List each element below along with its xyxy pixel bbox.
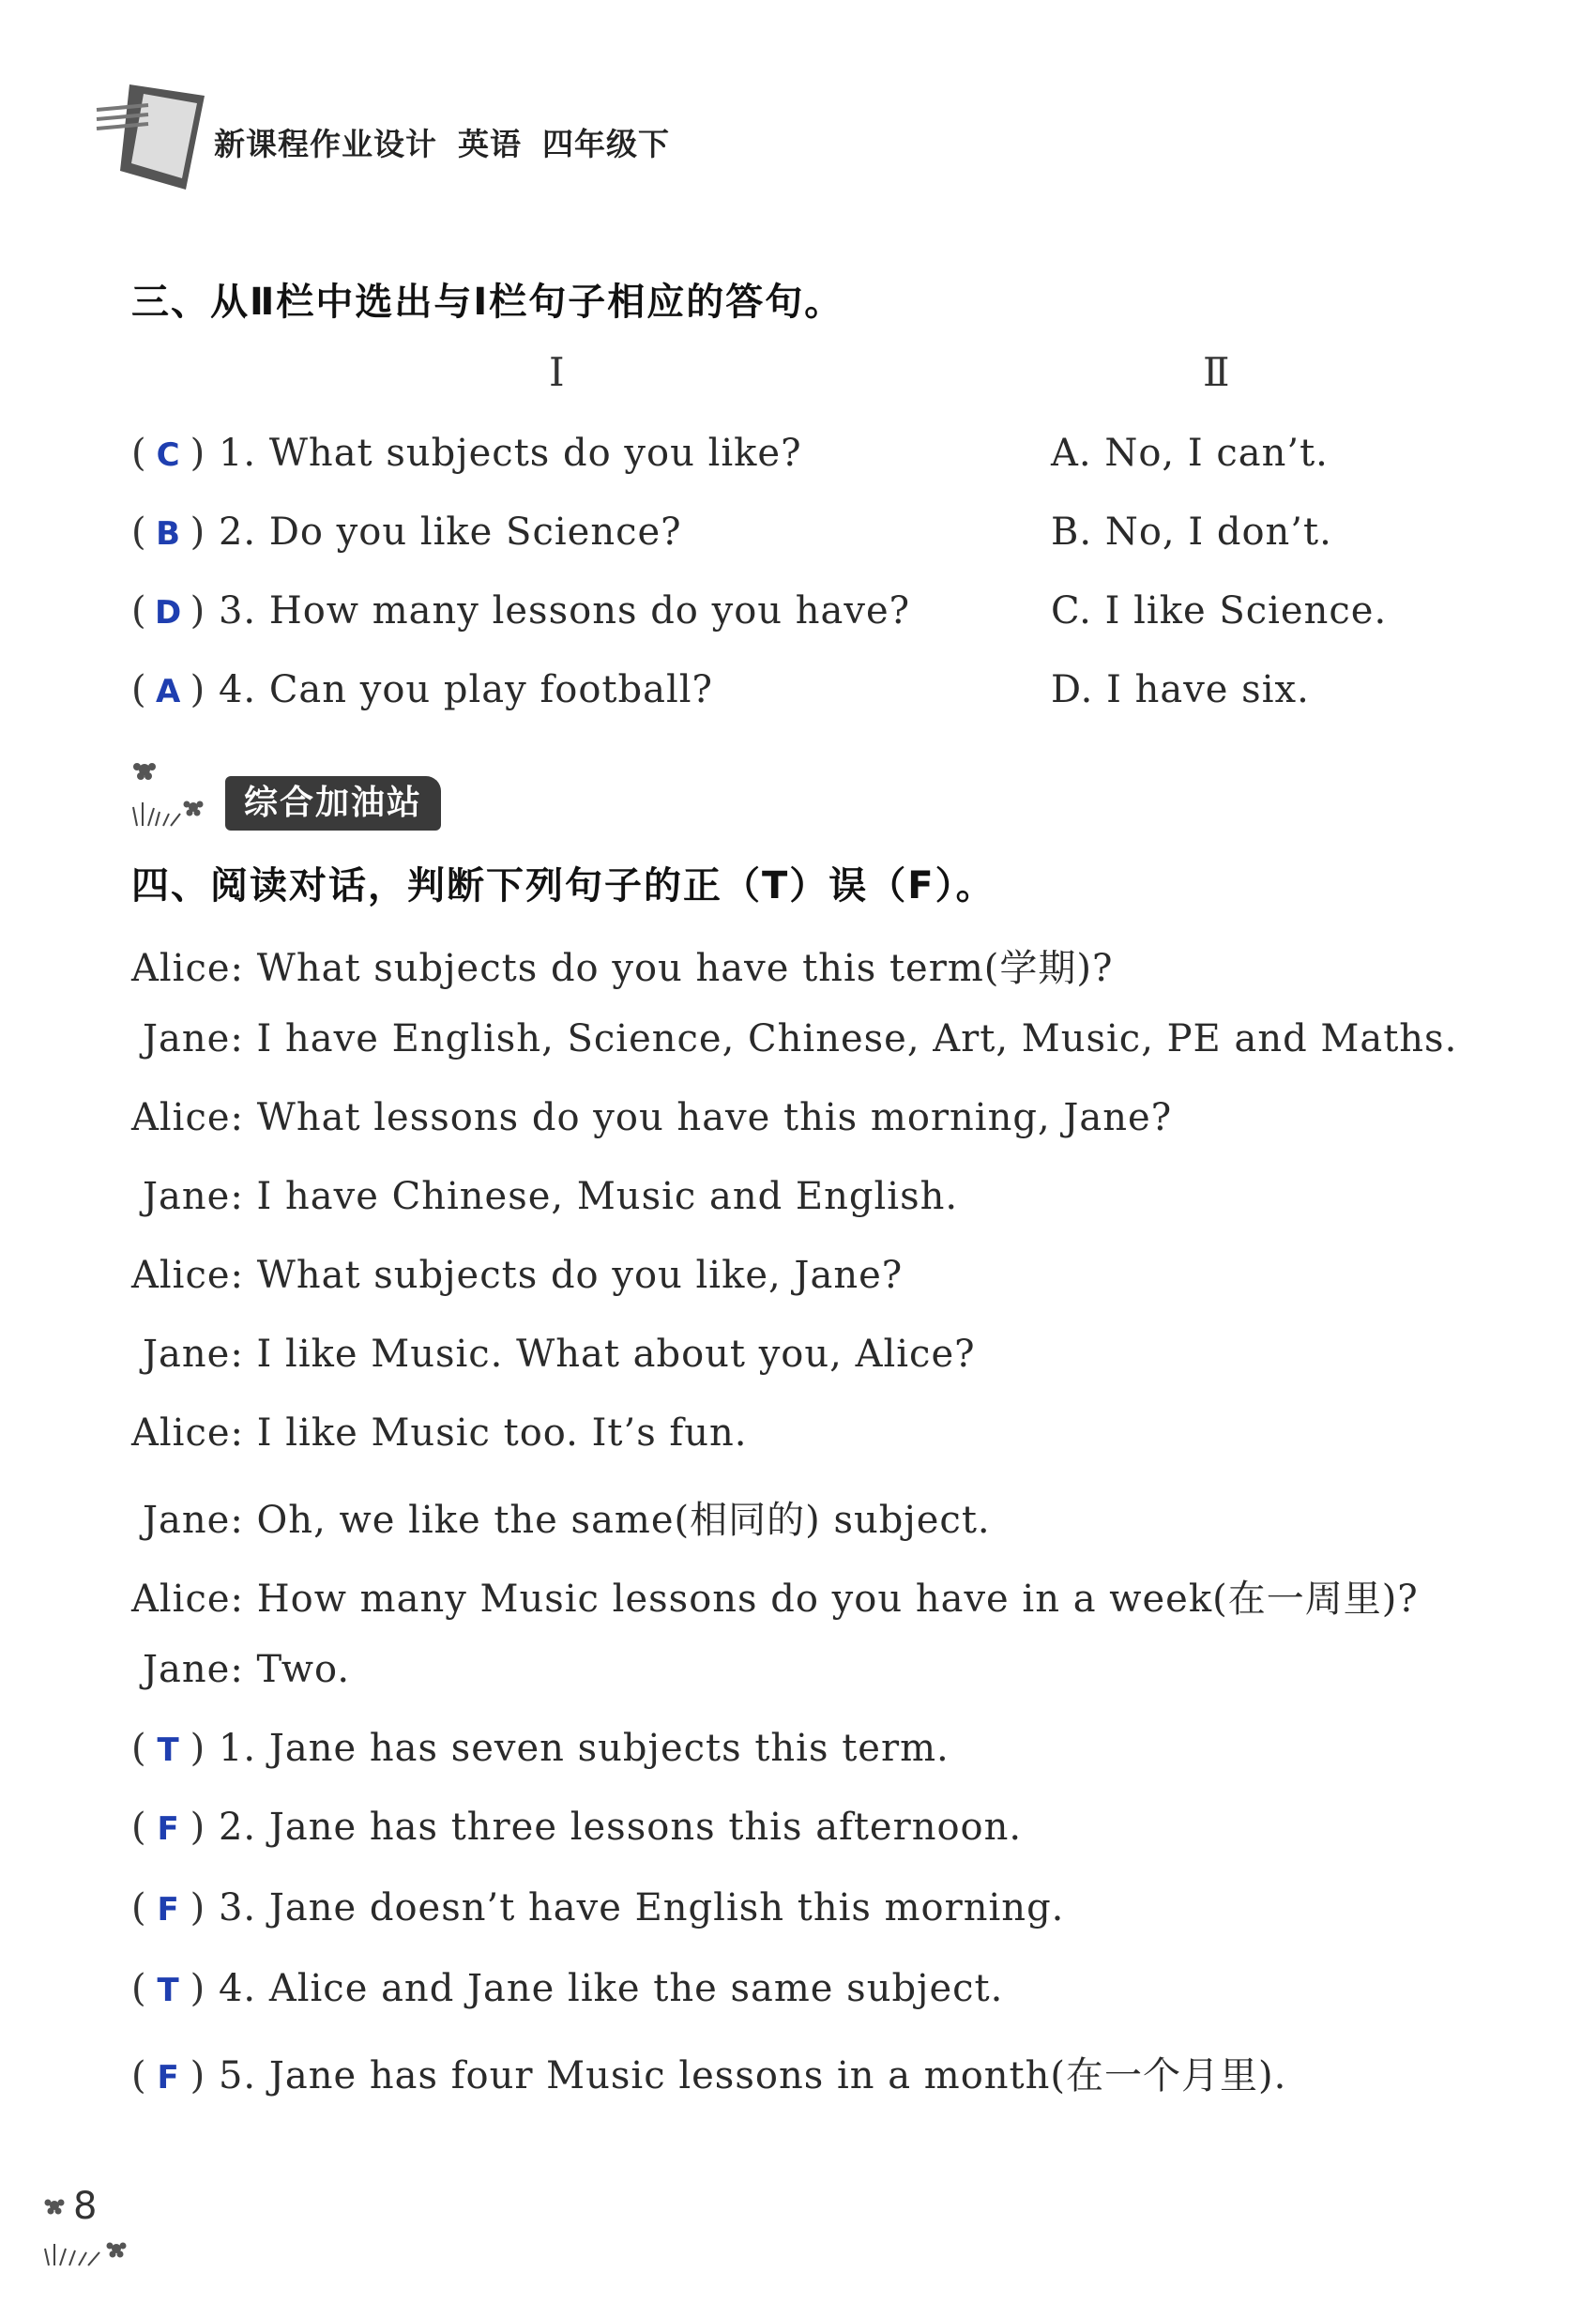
speaker-name: Jane:: [143, 1648, 244, 1691]
statement-text: 1. Jane has seven subjects this term.: [218, 1727, 950, 1770]
tf-statement-4: ( T ) 4. Alice and Jane like the same subject.: [131, 1967, 1004, 2010]
speaker-name: Jane:: [143, 1499, 244, 1542]
dialogue-line-8: [143, 1490, 991, 1544]
dialogue-line-2: [143, 1017, 1457, 1060]
question-text: 2. Do you like Science?: [218, 511, 682, 554]
option-d: D. I have six.: [1051, 668, 1310, 711]
dialogue-line-5: [131, 1254, 903, 1297]
match-question-1: ( C ) 1. What subjects do you like?: [131, 432, 802, 475]
option-a: A. No, I can’t.: [1051, 432, 1329, 475]
answer-blank[interactable]: T: [157, 1731, 180, 1769]
answer-blank[interactable]: F: [157, 1891, 180, 1929]
dialogue-line-10: [143, 1648, 350, 1691]
section-banner: 综合加油站: [225, 776, 441, 831]
column-1-heading: Ⅰ: [549, 349, 565, 395]
header-subject: 英语: [458, 126, 522, 162]
dialogue-line-9: [131, 1569, 1419, 1623]
dialogue-line-6: [143, 1333, 976, 1376]
question-text: 1. What subjects do you like?: [218, 432, 802, 475]
tf-statement-2: ( F ) 2. Jane has three lessons this afternoon.: [131, 1806, 1023, 1849]
statement-text: 5. Jane has four Music lessons in a month(在一个月里).: [218, 2054, 1287, 2097]
speaker-name: Alice:: [131, 1254, 245, 1297]
question-text: 3. How many lessons do you have?: [218, 589, 911, 633]
answer-blank[interactable]: B: [156, 515, 182, 553]
dialogue-text: I have English, Science, Chinese, Art, Music, PE and Maths.: [256, 1017, 1458, 1060]
speaker-name: Alice:: [131, 1096, 245, 1139]
speaker-name: Jane:: [143, 1175, 244, 1218]
header-grade: 四年级下: [542, 126, 670, 162]
tf-statement-1: ( T ) 1. Jane has seven subjects this term.: [131, 1727, 950, 1770]
dialogue-text: I have Chinese, Music and English.: [256, 1175, 959, 1218]
statement-text: 2. Jane has three lessons this afternoon.: [218, 1806, 1023, 1849]
statement-text: 4. Alice and Jane like the same subject.: [218, 1967, 1004, 2010]
option-b: B. No, I don’t.: [1051, 511, 1332, 554]
match-question-2: ( B ) 2. Do you like Science?: [131, 511, 682, 554]
answer-blank[interactable]: F: [157, 1810, 180, 1848]
dialogue-text: I like Music too. It’s fun.: [256, 1411, 748, 1455]
dialogue-text: How many Music lessons do you have in a week(在一周里)?: [256, 1578, 1419, 1621]
question-text: 4. Can you play football?: [218, 668, 713, 711]
match-question-3: ( D ) 3. How many lessons do you have?: [131, 589, 911, 633]
statement-text: 3. Jane doesn’t have English this morning.: [218, 1886, 1065, 1929]
match-question-4: ( A ) 4. Can you play football?: [131, 668, 713, 711]
notebook-logo-icon: [92, 77, 214, 199]
tf-statement-5: ( F ) 5. Jane has four Music lessons in a month(在一个月里).: [131, 2054, 1287, 2097]
dialogue-line-3: [131, 1096, 1172, 1139]
dialogue-text: What lessons do you have this morning, Jane?: [256, 1096, 1173, 1139]
dialogue-line-7: [131, 1411, 747, 1455]
dialogue-text: Oh, we like the same(相同的) subject.: [256, 1499, 991, 1542]
header-series: 新课程作业设计: [214, 126, 437, 162]
dialogue-text: What subjects do you like, Jane?: [256, 1254, 904, 1297]
section3-title: 三、从Ⅱ栏中选出与Ⅰ栏句子相应的答句。: [131, 281, 844, 324]
dialogue-line-4: [143, 1175, 958, 1218]
dialogue-text: What subjects do you have this term(学期)?: [256, 947, 1114, 990]
section4-title: 四、阅读对话，判断下列句子的正（T）误（F）。: [131, 864, 996, 907]
answer-blank[interactable]: T: [157, 1972, 180, 2009]
speaker-name: Alice:: [131, 1578, 245, 1621]
dialogue-text: I like Music. What about you, Alice?: [256, 1333, 976, 1376]
answer-blank[interactable]: C: [156, 436, 181, 474]
answer-blank[interactable]: A: [155, 673, 182, 710]
option-c: C. I like Science.: [1051, 589, 1388, 633]
speaker-name: Jane:: [143, 1017, 244, 1060]
flower-grass-icon: [128, 755, 221, 831]
tf-statement-3: ( F ) 3. Jane doesn’t have English this morning.: [131, 1886, 1065, 1929]
dialogue-line-1: [131, 938, 1113, 992]
running-header: [214, 120, 691, 164]
speaker-name: Alice:: [131, 947, 245, 990]
speaker-name: Alice:: [131, 1411, 245, 1455]
page-number: 8: [73, 2185, 98, 2228]
speaker-name: Jane:: [143, 1333, 244, 1376]
answer-blank[interactable]: F: [157, 2059, 180, 2097]
column-2-heading: Ⅱ: [1203, 349, 1230, 395]
dialogue-text: Two.: [256, 1648, 351, 1691]
answer-blank[interactable]: D: [154, 594, 183, 632]
